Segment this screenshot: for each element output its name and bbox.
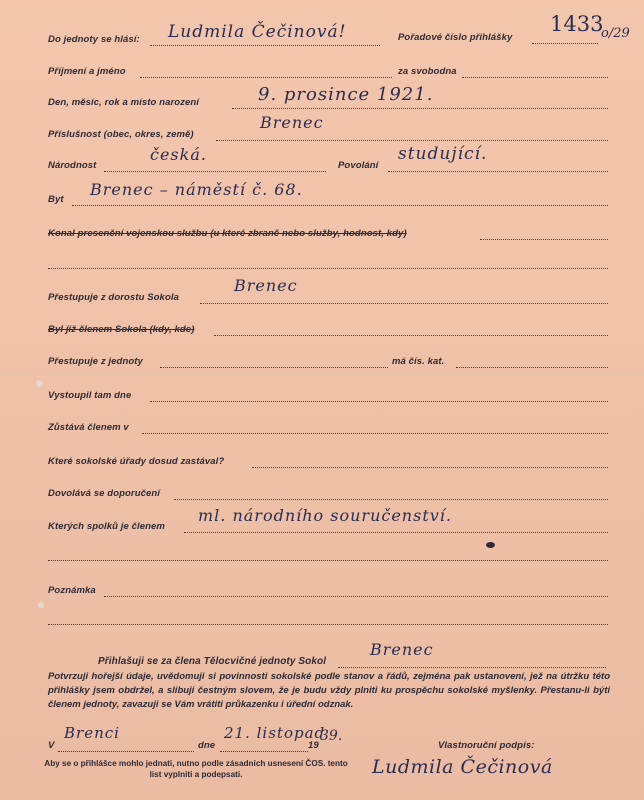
line-konal-2 <box>48 268 608 269</box>
label-spolky: Kterých spolků je členem <box>48 521 165 532</box>
line-vystoupil <box>150 401 608 402</box>
value-poradove: 1433 <box>550 12 604 36</box>
value-byt: Brenec – náměstí č. 68. <box>90 180 303 199</box>
label-poradove: Pořadové číslo přihlášky <box>398 32 513 43</box>
label-narozeni: Den, měsíc, rok a místo narození <box>48 97 200 108</box>
fold-crease <box>0 372 644 375</box>
line-narodnost <box>104 171 326 172</box>
label-podpis: Vlastnoruční podpis: <box>438 740 535 751</box>
label-prijmeni: Příjmení a jméno <box>48 66 126 77</box>
label-narodnost: Národnost <box>48 160 97 171</box>
declaration-text: Potvrzuji hořejší údaje, uvědomuji si povinnosti sokolské podle stanov a řádů, zejména pak ustanovení, jež na útržku této přihlášky jsem obdržel, a slibuji čestným slovem, že je budu vždy plniti ku prospěchu sokolské myšlenky. Přestanu-li býti členem jednoty, zavazuji se Vám vrátiti průkazenku i úřední odznak. <box>48 671 610 710</box>
line-zustava <box>142 433 608 434</box>
label-v: V <box>48 740 55 751</box>
label-urady: Které sokolské úřady dosud zastával? <box>48 456 225 467</box>
value-spolky: ml. národního souručenství. <box>198 506 452 525</box>
line-prihlasuji <box>338 667 606 668</box>
line-spolky <box>184 532 608 533</box>
line-doporuceni <box>174 499 608 500</box>
value-jednota: Ludmila Čečinová! <box>168 22 347 42</box>
label-jednota: Do jednoty se hlásí: <box>48 34 140 45</box>
line-spolky-2 <box>48 560 608 561</box>
label-povolani: Povolání <box>338 160 379 171</box>
value-year: 39. <box>320 728 343 744</box>
line-prestupuje-jednoty <box>160 367 388 368</box>
line-ma-cis-kat <box>456 367 608 368</box>
label-zustava: Zůstává členem v <box>48 422 129 433</box>
value-prestupuje-dorost: Brenec <box>234 276 298 295</box>
line-za-svobodna <box>462 77 608 78</box>
value-v: Brenci <box>64 724 120 742</box>
label-year-prefix: 19 <box>308 740 319 751</box>
line-povolani <box>388 171 608 172</box>
footer-note: Aby se o přihlášce mohlo jednati, nutno podle zásadních usnesení ČOS. tento list vyplniti a podepsati. <box>44 759 348 779</box>
value-narozeni: 9. prosince 1921. <box>258 84 434 105</box>
line-konal <box>480 239 608 240</box>
label-prestupuje-jednoty: Přestupuje z jednoty <box>48 356 143 367</box>
label-byt: Byt <box>48 194 64 205</box>
line-poradove <box>532 43 598 44</box>
label-prestupuje-dorost: Přestupuje z dorostu Sokola <box>48 292 179 303</box>
line-urady <box>252 467 608 468</box>
line-prislusnost <box>216 140 608 141</box>
label-ma-cis-kat: má čís. kat. <box>392 356 445 367</box>
value-dne: 21. listopad <box>224 724 326 742</box>
value-prislusnost: Brenec <box>260 113 324 132</box>
line-prijmeni <box>140 77 392 78</box>
label-byl-clenem: Byl již členem Sokola (kdy, kde) <box>48 324 195 335</box>
label-konal: Konal presenční vojenskou službu (u které zbraně nebo služby, hodnost, kdy) <box>48 228 407 239</box>
line-jednota <box>150 45 380 46</box>
ink-blot <box>486 542 495 548</box>
line-byl-clenem <box>214 335 608 336</box>
label-vystoupil: Vystoupil tam dne <box>48 390 132 401</box>
line-narozeni <box>232 108 608 109</box>
label-poznamka: Poznámka <box>48 585 96 596</box>
signature: Ludmila Čečinová <box>372 756 553 778</box>
value-povolani: studující. <box>398 144 488 164</box>
line-v <box>58 751 194 752</box>
label-prislusnost: Příslušnost (obec, okres, země) <box>48 129 194 140</box>
label-dne: dne <box>198 740 216 751</box>
label-za-svobodna: za svobodna <box>398 66 457 77</box>
value-poradove-suffix: o/29 <box>601 26 630 41</box>
punch-hole-2 <box>38 602 44 608</box>
value-narodnost: česká. <box>150 145 207 164</box>
value-prihlasuji: Brenec <box>370 640 434 659</box>
punch-hole-1 <box>36 380 43 387</box>
line-prestupuje-dorost <box>200 303 608 304</box>
line-dne <box>220 751 308 752</box>
line-byt <box>72 205 608 206</box>
label-prihlasuji: Přihlašuji se za člena Tělocvičné jednoty Sokol <box>98 656 327 667</box>
line-poznamka-2 <box>48 624 608 625</box>
label-doporuceni: Dovolává se doporučení <box>48 488 161 499</box>
line-poznamka <box>104 596 608 597</box>
